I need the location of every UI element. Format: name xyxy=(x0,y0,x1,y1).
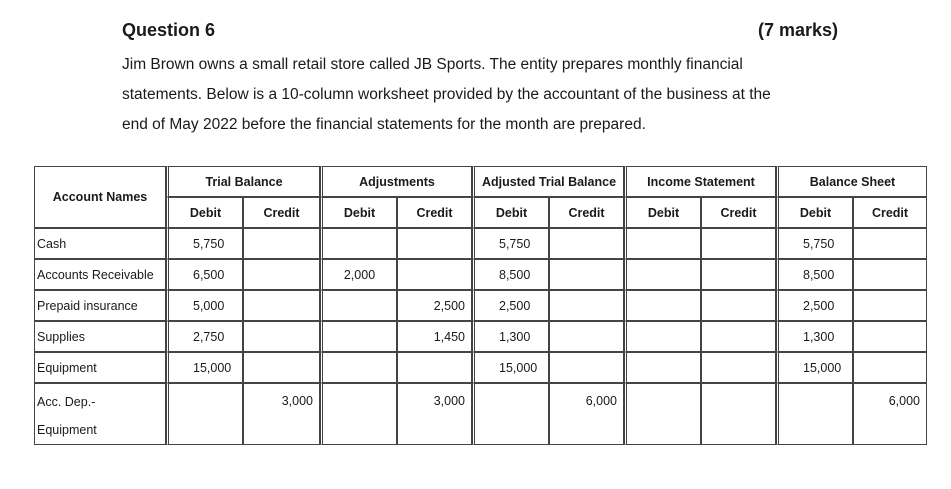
table-row xyxy=(34,259,927,290)
adjustments-credit xyxy=(397,352,472,383)
adjusted-tb-debit: 15,000 xyxy=(472,352,549,383)
account-name: Cash xyxy=(34,228,166,259)
group-adjustments: Adjustments xyxy=(320,166,472,197)
adjustments-credit xyxy=(397,259,472,290)
account-name-line: Acc. Dep.- xyxy=(37,395,96,409)
trial-balance-credit xyxy=(243,290,320,321)
debit-header: Debit xyxy=(320,197,397,228)
trial-balance-debit: 5,000 xyxy=(166,290,243,321)
group-balance-sheet: Balance Sheet xyxy=(776,166,927,197)
adjustments-debit xyxy=(320,290,397,321)
income-statement-credit xyxy=(701,383,776,445)
adjustments-debit xyxy=(320,321,397,352)
adjusted-tb-credit xyxy=(549,228,624,259)
adjusted-tb-debit xyxy=(472,383,549,445)
income-statement-credit xyxy=(701,290,776,321)
table-row xyxy=(34,352,927,383)
income-statement-credit xyxy=(701,352,776,383)
trial-balance-credit xyxy=(243,321,320,352)
credit-header: Credit xyxy=(243,197,320,228)
adjusted-tb-credit xyxy=(549,290,624,321)
income-statement-debit xyxy=(624,259,701,290)
income-statement-credit xyxy=(701,321,776,352)
trial-balance-debit: 5,750 xyxy=(166,228,243,259)
account-name: Accounts Receivable xyxy=(34,259,166,290)
balance-sheet-credit: 6,000 xyxy=(853,383,927,445)
balance-sheet-credit xyxy=(853,321,927,352)
group-income-statement: Income Statement xyxy=(624,166,776,197)
question-marks: (7 marks) xyxy=(757,20,838,40)
income-statement-credit xyxy=(701,228,776,259)
debit-header: Debit xyxy=(776,197,853,228)
balance-sheet-debit: 2,500 xyxy=(776,290,853,321)
group-trial-balance: Trial Balance xyxy=(166,166,320,197)
balance-sheet-credit xyxy=(853,352,927,383)
trial-balance-credit xyxy=(243,352,320,383)
table-row xyxy=(34,228,927,259)
adjustments-credit xyxy=(397,228,472,259)
trial-balance-credit xyxy=(243,259,320,290)
account-name: Prepaid insurance xyxy=(34,290,166,321)
credit-header: Credit xyxy=(397,197,472,228)
debit-credit-header-row xyxy=(34,197,927,228)
debit-header: Debit xyxy=(624,197,701,228)
income-statement-debit xyxy=(624,321,701,352)
account-name xyxy=(34,383,166,445)
adjustments-debit: 2,000 xyxy=(320,259,397,290)
adjusted-tb-credit xyxy=(549,352,624,383)
income-statement-debit xyxy=(624,228,701,259)
adjusted-tb-debit: 1,300 xyxy=(472,321,549,352)
balance-sheet-debit: 8,500 xyxy=(776,259,853,290)
table-row xyxy=(34,290,927,321)
adjustments-debit xyxy=(320,352,397,383)
account-name-line: Equipment xyxy=(37,423,97,437)
credit-header: Credit xyxy=(701,197,776,228)
adjusted-tb-debit: 8,500 xyxy=(472,259,549,290)
intro-line: Jim Brown owns a small retail store called JB Sports. The entity prepares monthly financial xyxy=(122,56,743,73)
adjusted-tb-debit: 5,750 xyxy=(472,228,549,259)
intro-line: end of May 2022 before the financial statements for the month are prepared. xyxy=(122,116,646,133)
balance-sheet-debit: 1,300 xyxy=(776,321,853,352)
adjustments-credit: 1,450 xyxy=(397,321,472,352)
group-header-row xyxy=(34,166,927,197)
trial-balance-debit: 2,750 xyxy=(166,321,243,352)
question-intro xyxy=(122,50,842,140)
credit-header: Credit xyxy=(549,197,624,228)
account-name: Supplies xyxy=(34,321,166,352)
income-statement-debit xyxy=(624,352,701,383)
account-names-header: Account Names xyxy=(34,166,166,228)
income-statement-debit xyxy=(624,383,701,445)
balance-sheet-debit: 15,000 xyxy=(776,352,853,383)
credit-header: Credit xyxy=(853,197,927,228)
balance-sheet-debit: 5,750 xyxy=(776,228,853,259)
adjustments-credit: 2,500 xyxy=(397,290,472,321)
question-title: Question 6 xyxy=(122,20,216,40)
table-row xyxy=(34,321,927,352)
trial-balance-credit xyxy=(243,228,320,259)
ten-column-worksheet xyxy=(34,166,927,445)
balance-sheet-credit xyxy=(853,290,927,321)
trial-balance-debit: 6,500 xyxy=(166,259,243,290)
trial-balance-debit: 15,000 xyxy=(166,352,243,383)
group-adjusted-trial-balance: Adjusted Trial Balance xyxy=(472,166,624,197)
balance-sheet-credit xyxy=(853,259,927,290)
debit-header: Debit xyxy=(166,197,243,228)
balance-sheet-debit xyxy=(776,383,853,445)
adjusted-tb-debit: 2,500 xyxy=(472,290,549,321)
adjusted-tb-credit: 6,000 xyxy=(549,383,624,445)
debit-header: Debit xyxy=(472,197,549,228)
balance-sheet-credit xyxy=(853,228,927,259)
adjusted-tb-credit xyxy=(549,321,624,352)
income-statement-credit xyxy=(701,259,776,290)
trial-balance-credit: 3,000 xyxy=(243,383,320,445)
income-statement-debit xyxy=(624,290,701,321)
adjusted-tb-credit xyxy=(549,259,624,290)
intro-line: statements. Below is a 10-column worksheet provided by the accountant of the business at the xyxy=(122,86,771,103)
table-row xyxy=(34,383,927,445)
trial-balance-debit xyxy=(166,383,243,445)
adjustments-credit: 3,000 xyxy=(397,383,472,445)
account-name: Equipment xyxy=(34,352,166,383)
adjustments-debit xyxy=(320,228,397,259)
adjustments-debit xyxy=(320,383,397,445)
